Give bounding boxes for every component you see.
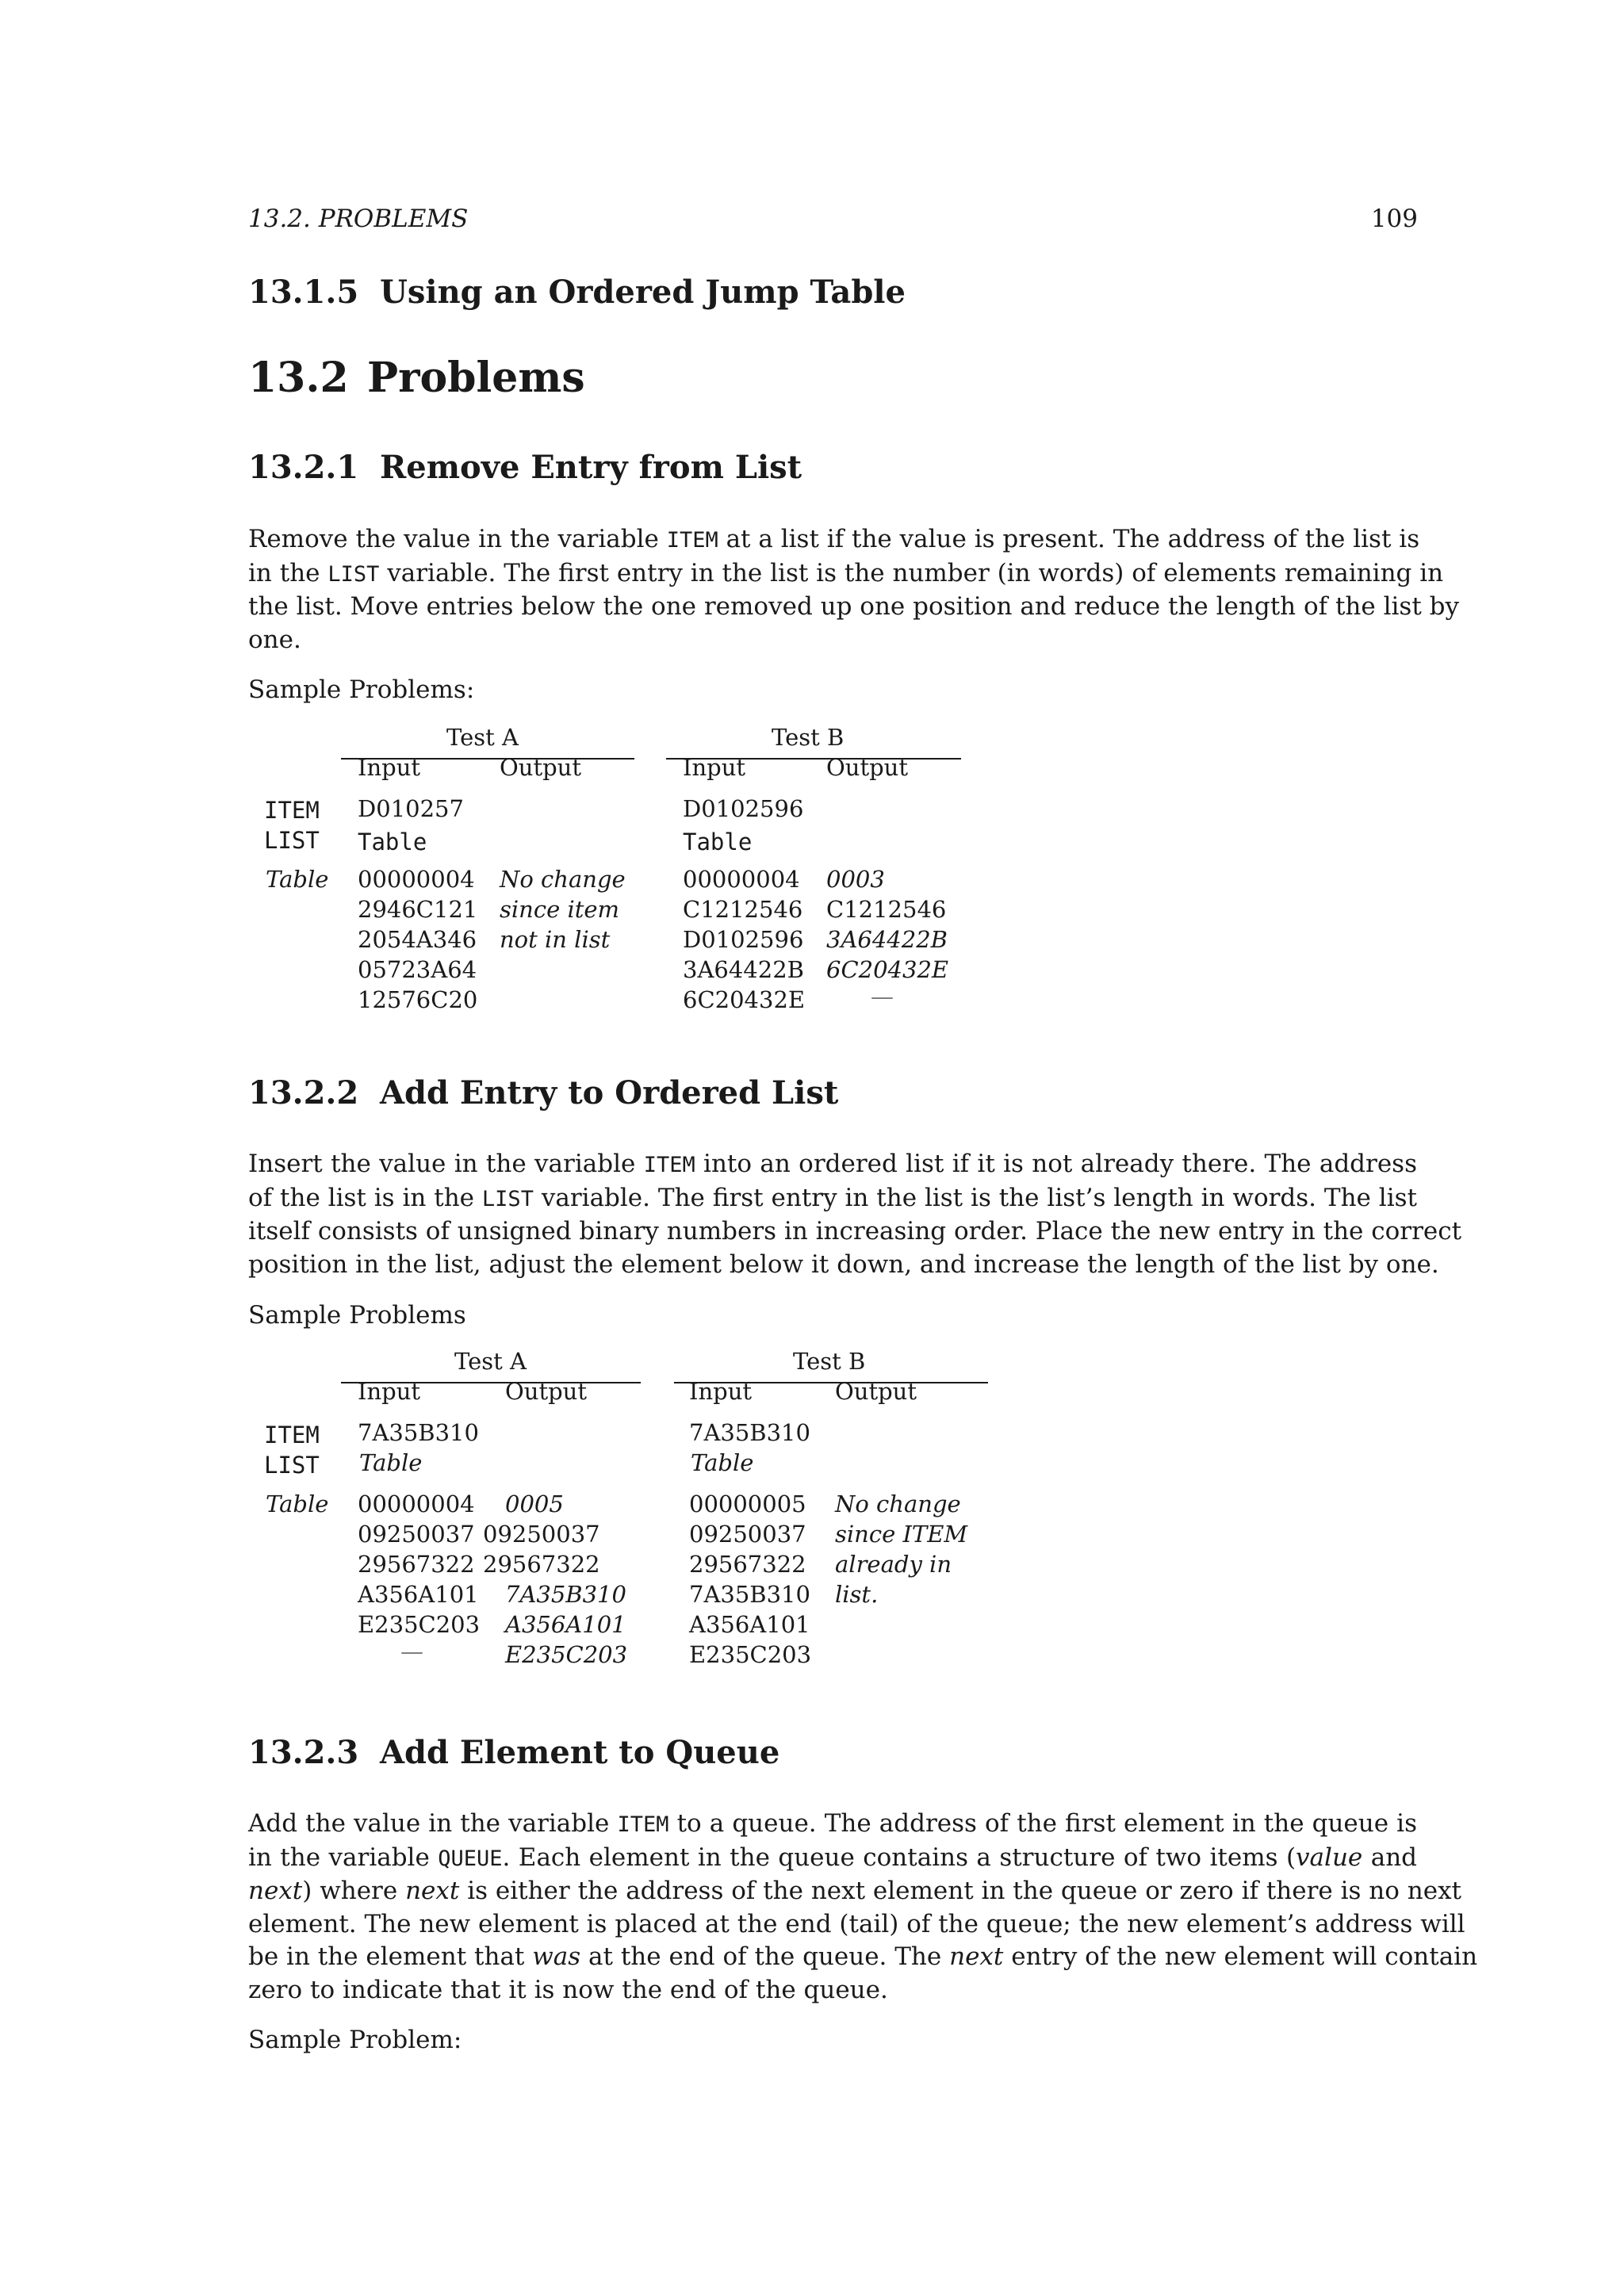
section-title: Add Element to Queue [380,1734,780,1771]
text-line [248,1875,1462,1908]
b-list-value: Table [691,1449,754,1476]
text-line [248,557,1444,591]
emphasis-value: value [1296,1843,1363,1872]
b-input-cell: 09250037 [689,1521,806,1548]
b-input-cell: D0102596 [683,926,804,953]
b-input-cell: 29567322 [689,1551,806,1578]
a-input-cell: 2054A346 [358,926,477,953]
test-a-header: Test A [446,724,519,751]
row-label-table: Table [266,866,329,893]
text-run: is either the address of the next element in the queue or zero if there is no next [459,1877,1462,1905]
section-title: Remove Entry from List [380,449,802,486]
sample-problems-label: Sample Problems [248,1301,466,1330]
text-run: the list. Move entries below the one removed up one position and reduce the length of the list by [248,592,1459,621]
a-list-value: Table [358,828,427,855]
code-item: ITEM [643,1153,695,1177]
b-input-cell: C1212546 [683,896,803,923]
text-run: in the [248,558,328,587]
input-header: Input [358,754,421,781]
b-output-cell: — [871,983,894,1010]
a-item-value: 7A35B310 [358,1419,479,1446]
code-item: ITEM [617,1812,669,1837]
text-run: variable. The first entry in the list is the number (in words) of elements remaining in [379,558,1444,587]
b-output-cell: list. [835,1581,879,1608]
section-number: 13.2.2 [248,1074,359,1112]
section-heading-13-1-5 [248,274,906,311]
text-run: Add the value in the variable [248,1809,618,1838]
a-input-cell: A356A101 [358,1581,479,1608]
section-number: 13.1.5 [248,274,359,311]
row-label-list: LIST [264,1452,320,1479]
row-label-table: Table [266,1490,329,1517]
b-output-cell: 6C20432E [826,956,949,983]
input-header: Input [683,754,746,781]
a-input-cell: E235C203 [358,1611,481,1638]
emphasis-next: next [405,1877,460,1905]
sample-problems-label: Sample Problems: [248,675,475,704]
section-heading-13-2-2 [248,1074,838,1112]
a-input-cell: 00000004 [358,1490,475,1517]
a-item-value: D010257 [358,795,464,822]
code-list: LIST [481,1186,534,1211]
text-run: of the list is in the [248,1183,482,1212]
output-header: Output [826,754,909,781]
text-line [248,1148,1417,1182]
a-input-cell: 09250037 [358,1521,475,1548]
text-run: and [1362,1843,1417,1872]
a-input-cell: — [400,1638,423,1665]
b-input-cell: A356A101 [689,1611,810,1638]
code-queue: QUEUE [438,1846,503,1871]
b-output-cell: 0003 [826,866,885,893]
sample-problem-label: Sample Problem: [248,2026,462,2054]
chapter-section-heading-13-2 [248,354,585,402]
section-number: 13.2 [248,354,349,402]
b-input-cell: 00000004 [683,866,800,893]
test-b-header: Test B [793,1348,866,1375]
b-output-cell: already in [835,1551,952,1578]
b-output-cell: No change [835,1490,961,1517]
code-list: LIST [327,561,380,587]
a-input-cell: 2946C121 [358,896,478,923]
paragraph-add-entry [248,1148,1462,1281]
b-input-cell: E235C203 [689,1641,812,1668]
text-line [248,1941,1478,1974]
section-number: 13.2.1 [248,449,359,486]
row-label-item: ITEM [264,797,320,824]
text-run: at the end of the queue. The [580,1942,950,1971]
text-line [248,1974,1417,2007]
text-run: Insert the value in the variable [248,1150,644,1178]
text-line [248,1182,1417,1216]
emphasis-next: next [949,1942,1004,1971]
text-line [248,1808,1417,1842]
a-input-cell: 05723A64 [358,956,477,983]
section-heading-13-2-3 [248,1734,779,1771]
b-list-value: Table [683,828,753,855]
a-output-cell: No change [500,866,626,893]
a-output-cell: since item [500,896,620,923]
text-line [248,1215,1462,1249]
b-output-cell: 3A64422B [826,926,948,953]
text-run: . Each element in the queue contains a structure of two items ( [502,1843,1297,1872]
a-input-cell: 29567322 [358,1551,475,1578]
b-input-cell: 6C20432E [683,986,806,1013]
b-output-cell: C1212546 [826,896,947,923]
text-run: into an ordered list if it is not already there. The address [695,1150,1417,1178]
text-run: at a list if the value is present. The address of the list is [718,525,1420,553]
text-line [248,1908,1465,1942]
row-label-item: ITEM [264,1422,320,1448]
b-input-cell: 3A64422B [683,956,804,983]
running-header: 13.2. PROBLEMS [248,205,469,233]
text-run: variable. The first entry in the list is the list’s length in words. The list [533,1183,1417,1212]
emphasis-next: next [248,1877,303,1905]
section-heading-13-2-1 [248,449,802,486]
section-title: Add Entry to Ordered List [380,1074,839,1112]
b-item-value: 7A35B310 [689,1419,810,1446]
a-input-cell: 12576C20 [358,986,478,1013]
text-run: itself consists of unsigned binary numbers in increasing order. Place the new entry in the correct [248,1217,1462,1246]
paragraph-remove-entry [248,523,1459,656]
text-run: to a queue. The address of the first element in the queue is [668,1809,1417,1838]
text-line [248,591,1459,624]
a-output-cell: E235C203 [505,1641,628,1668]
a-output-cell: A356A101 [505,1611,626,1638]
a-output-cell: not in list [500,926,611,953]
input-header: Input [689,1378,753,1405]
test-a-header: Test A [454,1348,527,1375]
text-line [248,523,1420,557]
a-output-cell: 29567322 [483,1551,600,1578]
text-run: entry of the new element will contain [1003,1942,1478,1971]
section-title: Using an Ordered Jump Table [380,274,906,311]
text-run: element. The new element is placed at the end (tail) of the queue; the new element’s address will [248,1909,1465,1938]
text-run: in the variable [248,1843,439,1872]
b-item-value: D0102596 [683,795,804,822]
text-line [248,1842,1417,1876]
output-header: Output [835,1378,917,1405]
text-line [248,1249,1439,1282]
code-item: ITEM [666,528,718,553]
text-run: one. [248,625,301,654]
b-output-cell: since ITEM [835,1521,968,1548]
page-number: 109 [1370,205,1418,233]
row-label-list: LIST [264,827,320,854]
b-input-cell: 7A35B310 [689,1581,810,1608]
section-title: Problems [367,354,585,402]
output-header: Output [505,1378,588,1405]
output-header: Output [500,754,582,781]
a-output-cell: 7A35B310 [505,1581,626,1608]
b-input-cell: 00000005 [689,1490,806,1517]
paragraph-add-element-queue [248,1808,1478,2007]
a-list-value: Table [359,1449,423,1476]
input-header: Input [358,1378,421,1405]
text-run: Remove the value in the variable [248,525,667,553]
text-run: position in the list, adjust the element below it down, and increase the length of the list by one. [248,1249,1439,1279]
text-run: zero to indicate that it is now the end of the queue. [248,1975,888,2004]
test-b-header: Test B [772,724,845,751]
text-run: ) where [302,1877,406,1905]
text-line [248,624,1417,657]
a-input-cell: 00000004 [358,866,475,893]
a-output-cell: 0005 [505,1490,564,1517]
emphasis-was: was [532,1942,581,1971]
a-output-cell: 09250037 [483,1521,600,1548]
text-run: be in the element that [248,1942,533,1971]
section-number: 13.2.3 [248,1734,359,1771]
